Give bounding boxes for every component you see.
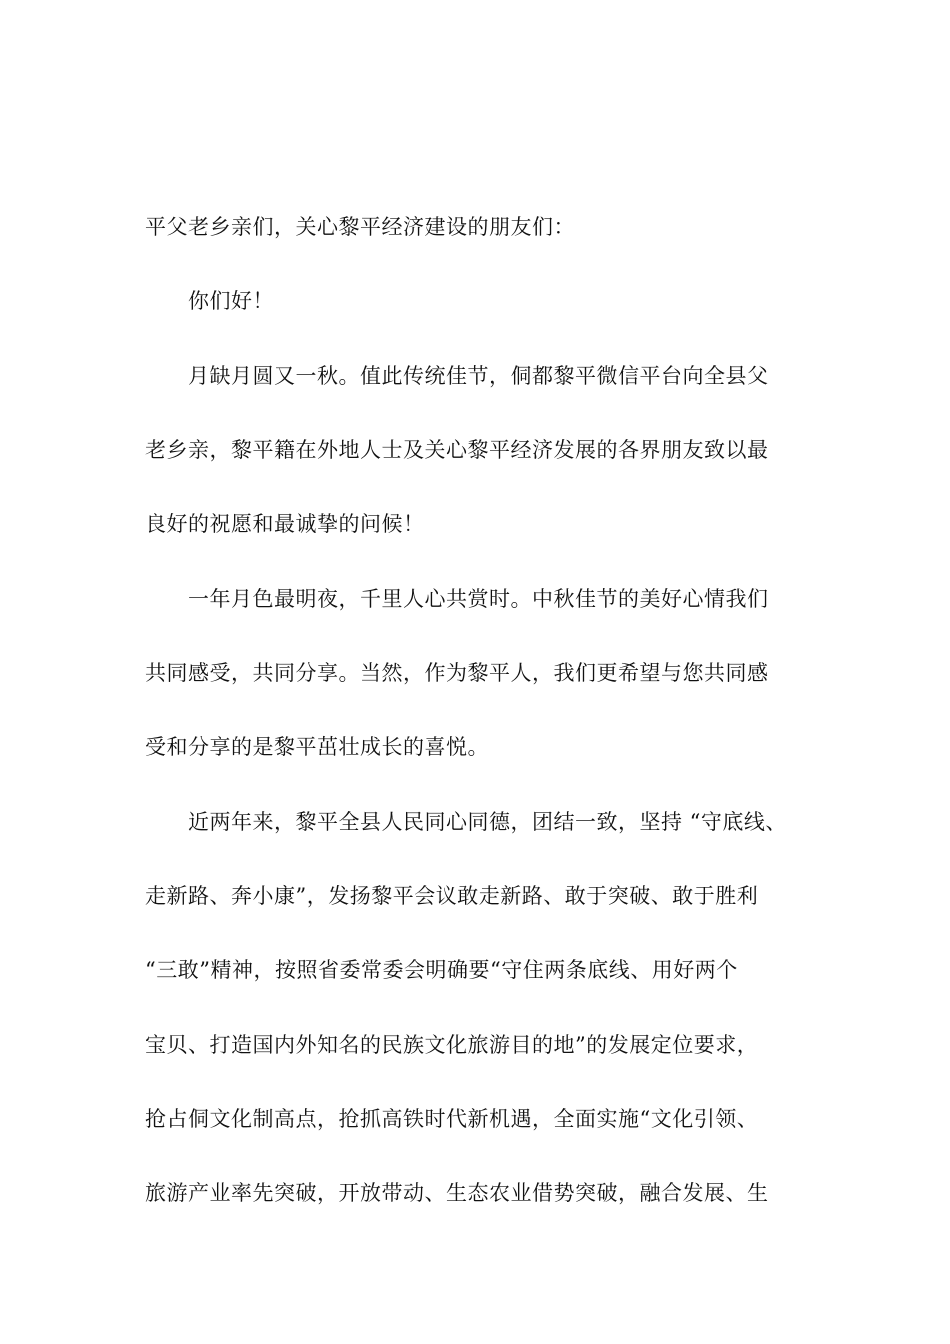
text-line: 旅游产业率先突破，开放带动、生态农业借势突破，融合发展、生 <box>145 1181 769 1205</box>
paragraph-first-line: 一年月色最明夜，千里人心共赏时。中秋佳节的美好心情我们 <box>188 587 769 611</box>
text-line: 共同感受，共同分享。当然，作为黎平人，我们更希望与您共同感 <box>145 661 769 685</box>
text-line: 抢占侗文化制高点，抢抓高铁时代新机遇，全面实施“文化引领、 <box>145 1107 759 1131</box>
text-line: 平父老乡亲们，关心黎平经济建设的朋友们： <box>145 215 575 239</box>
text-line: 受和分享的是黎平茁壮成长的喜悦。 <box>145 735 489 759</box>
paragraph-first-line: 近两年来，黎平全县人民同心同德，团结一致，坚持 “守底线、 <box>188 810 787 834</box>
text-line: 老乡亲，黎平籍在外地人士及关心黎平经济发展的各界朋友致以最 <box>145 438 769 462</box>
text-line: 宝贝、打造国内外知名的民族文化旅游目的地”的发展定位要求， <box>145 1033 759 1057</box>
text-line: “三敢”精神，按照省委常委会明确要“守住两条底线、用好两个 <box>145 958 738 982</box>
text-line: 良好的祝愿和最诚挚的问候！ <box>145 512 425 536</box>
paragraph-first-line: 你们好！ <box>188 289 274 313</box>
paragraph-first-line: 月缺月圆又一秋。值此传统佳节，侗都黎平微信平台向全县父 <box>188 364 769 388</box>
text-line: 走新路、奔小康”，发扬黎平会议敢走新路、敢于突破、敢于胜利 <box>145 884 759 908</box>
